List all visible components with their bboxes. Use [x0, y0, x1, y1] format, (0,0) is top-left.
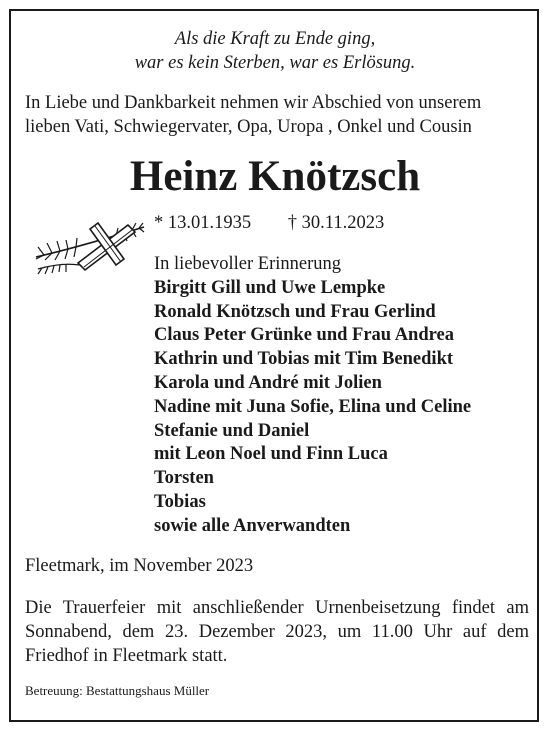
intro-line-2: lieben Vati, Schwiegervater, Opa, Uropa , Onkel und Cousin: [25, 117, 472, 137]
cross-icon: [78, 223, 135, 270]
place-and-date: Fleetmark, im November 2023: [25, 556, 254, 576]
family-member: Karola und André mit Jolien: [154, 372, 382, 393]
lower-leaves-icon: [38, 264, 80, 274]
motto-line-1: Als die Kraft zu Ende ging,: [174, 29, 376, 49]
intro-text: [25, 91, 530, 139]
funeral-home-credit: Betreuung: Bestattungshaus Müller: [25, 683, 210, 698]
family-member: Tobias: [154, 491, 206, 512]
motto: [0, 27, 550, 75]
family-member: mit Leon Noel und Finn Luca: [154, 444, 388, 465]
family-member: sowie alle Anverwandten: [154, 515, 351, 536]
life-dates: [154, 211, 384, 235]
family-member: Ronald Knötzsch und Frau Gerlind: [154, 301, 436, 322]
family-member: Nadine mit Juna Sofie, Elina und Celine: [154, 396, 472, 417]
birth-date: * 13.01.1935: [154, 213, 252, 233]
family-member: Torsten: [154, 468, 214, 489]
motto-line-2: war es kein Sterben, war es Erlösung.: [134, 53, 416, 73]
family-member: Birgitt Gill und Uwe Lempke: [154, 277, 386, 298]
cross-with-palm-branch-icon: [32, 217, 150, 277]
family-member: Stefanie und Daniel: [154, 420, 310, 441]
funeral-service-notice: Die Trauerfeier mit anschließender Urnenbeisetzung findet am Sonnabend, dem 23. Dezember 2023, um 11.00 Uhr auf dem Friedhof in Fleetmark statt.: [25, 598, 529, 666]
deceased-name: Heinz Knötzsch: [129, 153, 421, 200]
intro-line-1: In Liebe und Dankbarkeit nehmen wir Abschied von unserem: [25, 93, 482, 113]
death-date: † 30.11.2023: [287, 213, 385, 233]
family-member: Kathrin und Tobias mit Tim Benedikt: [154, 349, 454, 370]
family-lead: In liebevoller Erinnerung: [154, 254, 341, 274]
family-member: Claus Peter Grünke und Frau Andrea: [154, 325, 454, 346]
family-list: [154, 253, 471, 539]
